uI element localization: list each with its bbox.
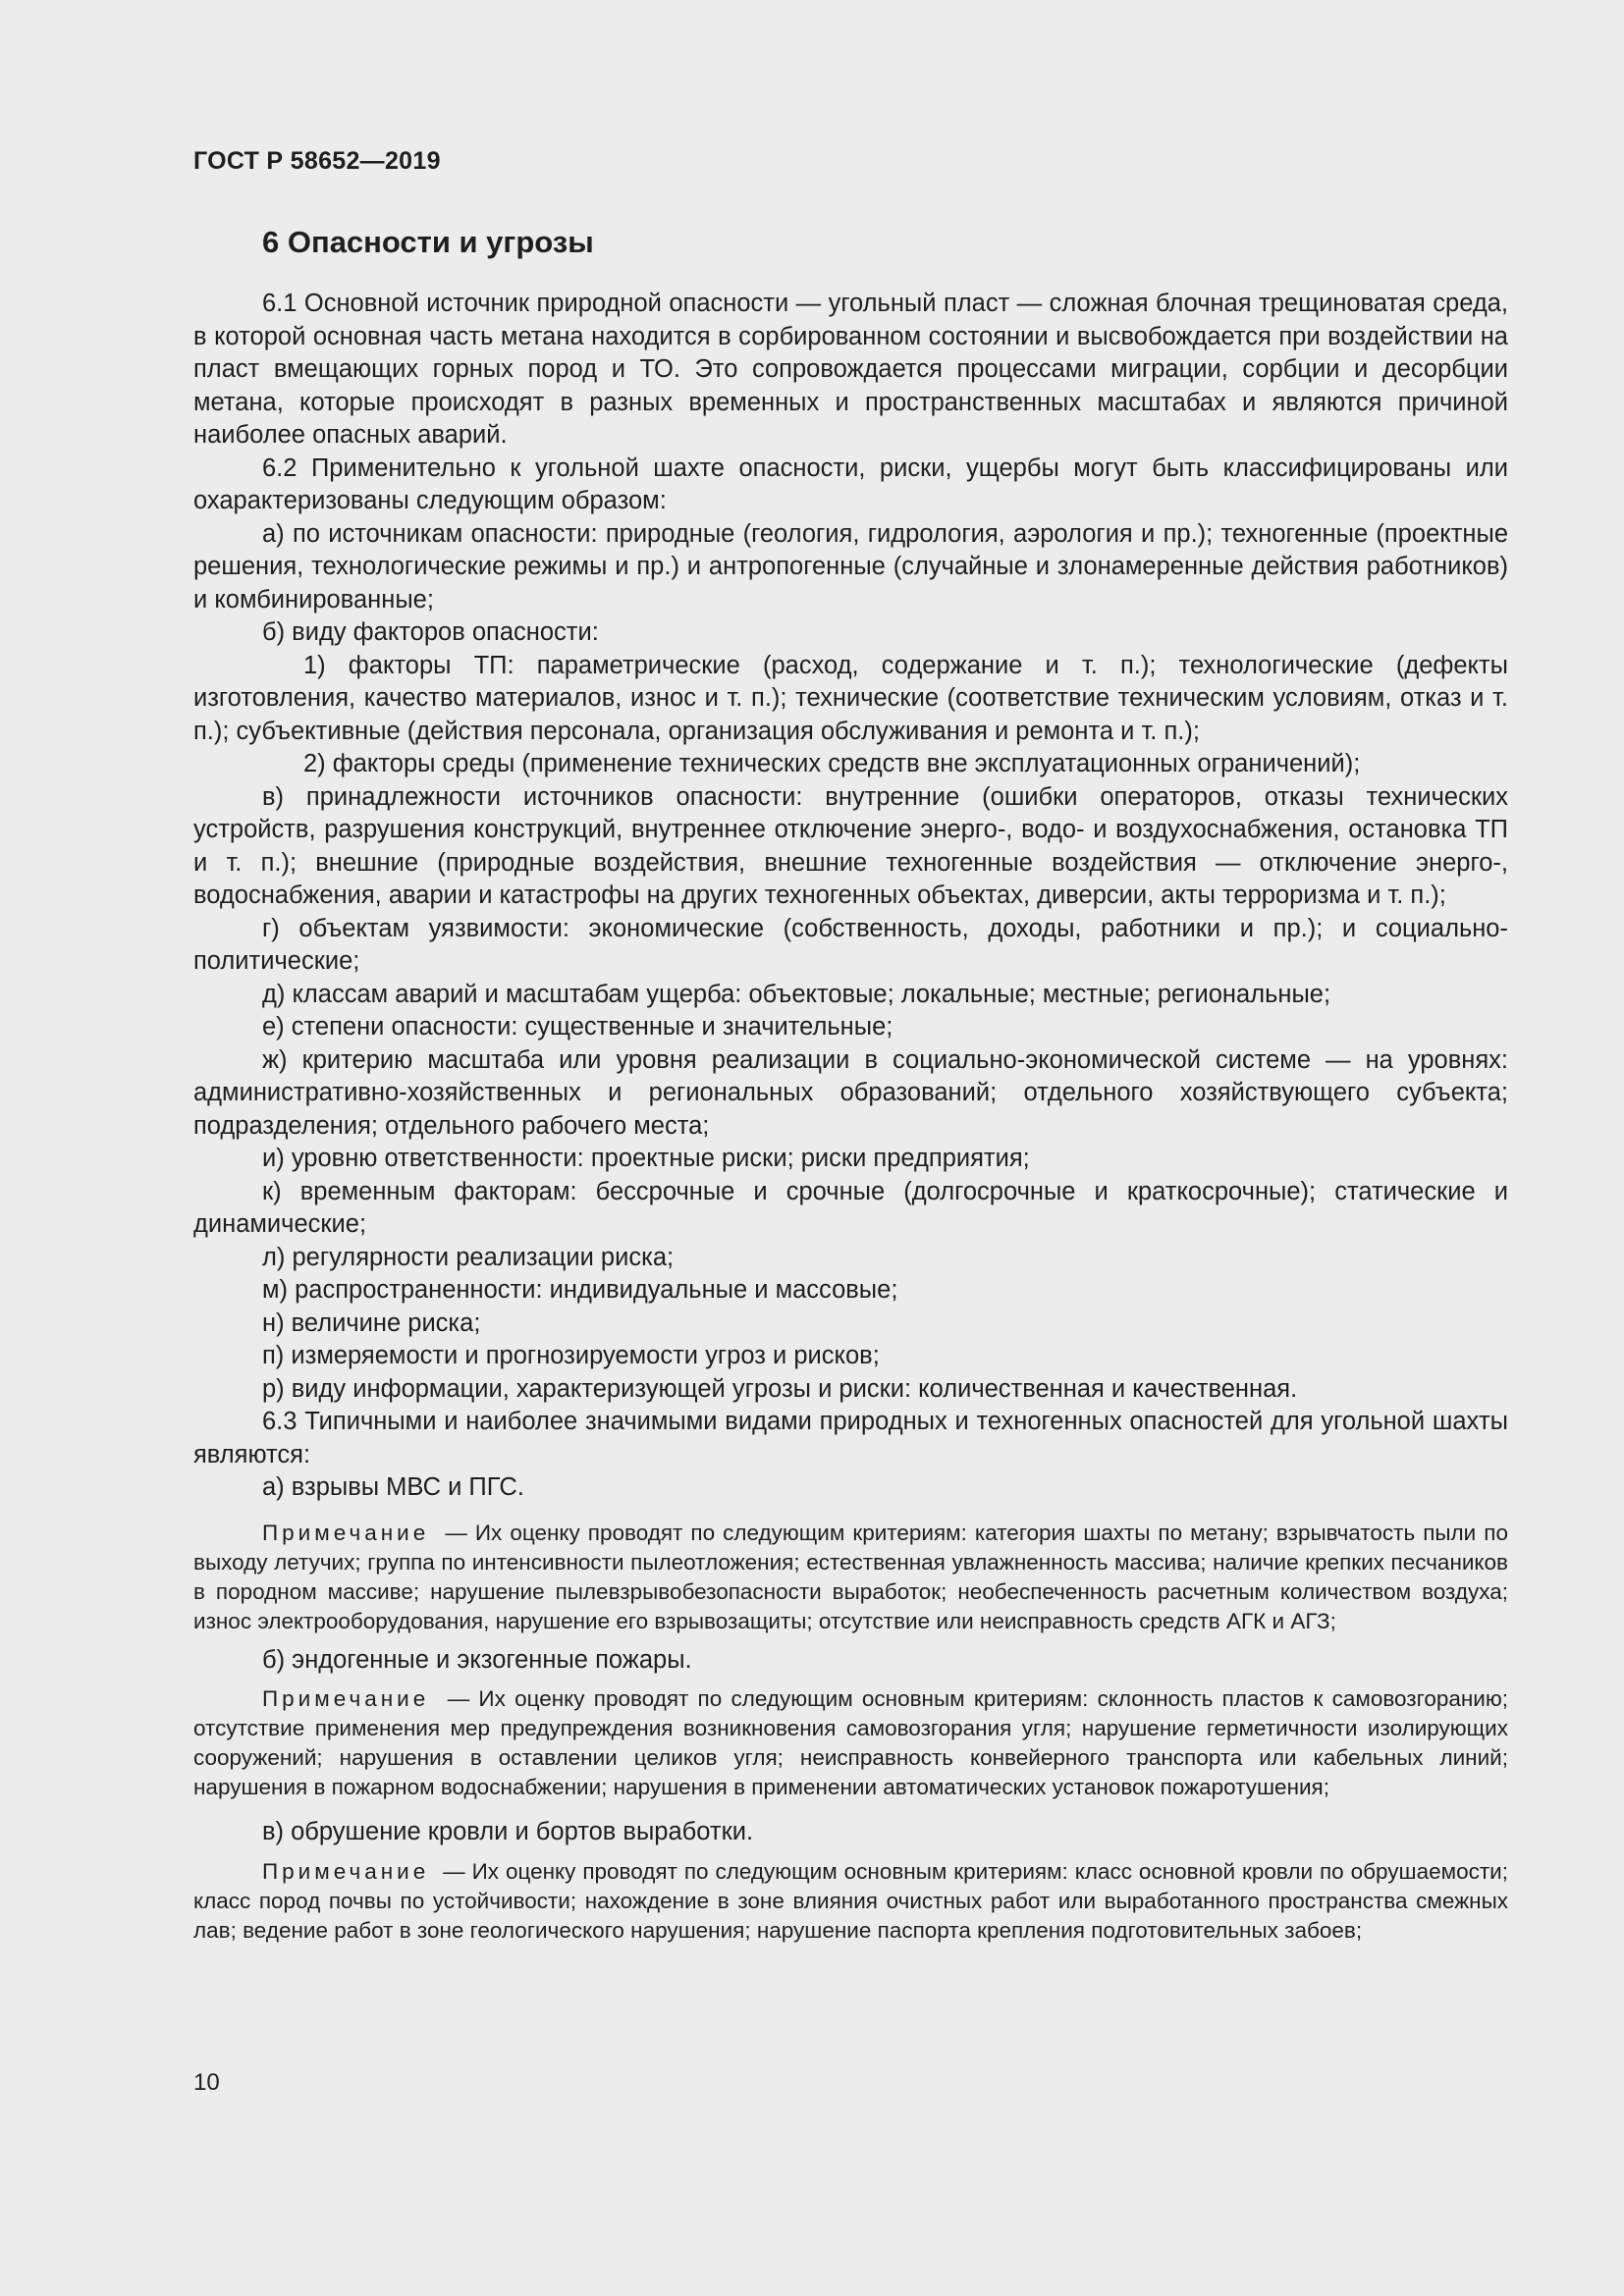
note-label: Примечание [262,1686,430,1711]
section-title: 6 Опасности и угрозы [262,225,594,259]
note-text: — Их оценку проводят по следующим основным критериям: класс основной кровли по обрушаемости; класс пород почвы по устойчивости; нахождение в зоне влияния очистных работ или выработанного пространства смежных лав; ведение работ в зоне геологического нарушения; нарушение паспорта крепления подготовительных забоев; [193,1858,1508,1943]
list-item: д) классам аварий и масштабам ущерба: объектовые; локальные; местные; региональные; [262,980,1331,1008]
list-item: п) измеряемости и прогнозируемости угроз и рисков; [262,1342,880,1369]
note-text: — Их оценку проводят по следующим основным критериям: склонность пластов к самовозгоранию; отсутствие применения мер предупреждения возникновения самовозгорания угля; нарушение герметичности изолирующих сооружений; нарушения в оставлении целиков угля; неисправность конвейерного транспорта или кабельных линий; нарушения в пожарном водоснабжении; нарушения в применении автоматических установок пожаротушения; [193,1686,1508,1799]
note-block [193,1684,1508,1802]
paragraph-6-1: 6.1 Основной источник природной опасности — угольный пласт — сложная блочная трещиноватая среда, в которой основная часть метана находится в сорбированном состоянии и высвобождается при воздействии на пласт вмещающих горных пород и ТО. Это сопровождается процессами миграции, сорбции и десорбции метана, которые происходят в разных временных и пространственных масштабах и являются причиной наиболее опасных аварий. [193,290,1508,449]
list-item: л) регулярности реализации риска; [262,1243,675,1271]
list-item: в) принадлежности источников опасности: внутренние (ошибки операторов, отказы технических устройств, разрушения конструкций, внутреннее отключение энерго-, водо- и воздухоснабжения, остановка ТП и т. п.); внешние (природные воздействия, внешние техногенные воздействия — отключение энерго-, водоснабжения, аварии и катастрофы на других техногенных объектах, диверсии, акты терроризма и т. п.); [193,782,1508,909]
note-label: Примечание [262,1520,430,1545]
list-item: а) взрывы МВС и ПГС. [262,1473,524,1501]
note-block [193,1519,1508,1636]
paragraph-6-2: 6.2 Применительно к угольной шахте опасности, риски, ущербы могут быть классифицированы или охарактеризованы следующим образом: [193,454,1508,514]
list-item: а) по источникам опасности: природные (геология, гидрология, аэрология и пр.); техногенные (проектные решения, технологические режимы и пр.) и антропогенные (случайные и злонамеренные действия работников) и комбинированные; [193,519,1508,614]
sub-list-item: 1) факторы ТП: параметрические (расход, содержание и т. п.); технологические (дефекты изготовления, качество материалов, износ и т. п.); технические (соответствие техническим условиям, отказ и т. п.); субъективные (действия персонала, организация обслуживания и ремонта и т. п.); [193,651,1508,745]
note-label: Примечание [262,1858,430,1884]
list-item: е) степени опасности: существенные и значительные; [262,1013,893,1041]
note-text: — Их оценку проводят по следующим критериям: категория шахты по метану; взрывчатость пыли по выходу летучих; группа по интенсивности пылеотложения; естественная увлажненность массива; наличие крепких песчаников в породном массиве; нарушение пылевзрывобезопасности выработок; необеспеченность расчетным количеством воздуха; износ электрооборудования, нарушение его взрывозащиты; отсутствие или неисправность средств АГК и АГЗ; [193,1520,1508,1633]
list-item: б) виду факторов опасности: [262,618,599,646]
list-item: к) временным факторам: бессрочные и срочные (долгосрочные и краткосрочные); статические и динамические; [193,1177,1508,1238]
list-item: ж) критерию масштаба или уровня реализации в социально-экономической системе — на уровнях: административно-хозяйственных и региональных образований; отдельного хозяйствующего субъекта; подразделения; отдельного рабочего места; [193,1045,1508,1140]
sub-list-item: 2) факторы среды (применение технических средств вне эксплуатационных ограничений); [303,750,1361,777]
list-item: и) уровню ответственности: проектные риски; риски предприятия; [262,1145,1030,1172]
page-number: 10 [193,2069,220,2096]
document-id: ГОСТ Р 58652—2019 [193,147,441,175]
list-item: г) объектам уязвимости: экономические (собственность, доходы, работники и пр.); и социально-политические; [193,914,1508,975]
list-item: м) распространенности: индивидуальные и массовые; [262,1276,898,1304]
list-item: н) величине риска; [262,1308,481,1337]
paragraph-6-3: 6.3 Типичными и наиболее значимыми видами природных и техногенных опасностей для угольной шахты являются: [193,1408,1508,1468]
list-item: в) обрушение кровли и бортов выработки. [262,1818,754,1845]
list-item: р) виду информации, характеризующей угрозы и риски: количественная и качественная. [262,1374,1298,1403]
note-block [193,1857,1508,1946]
list-item: б) эндогенные и экзогенные пожары. [262,1645,692,1674]
